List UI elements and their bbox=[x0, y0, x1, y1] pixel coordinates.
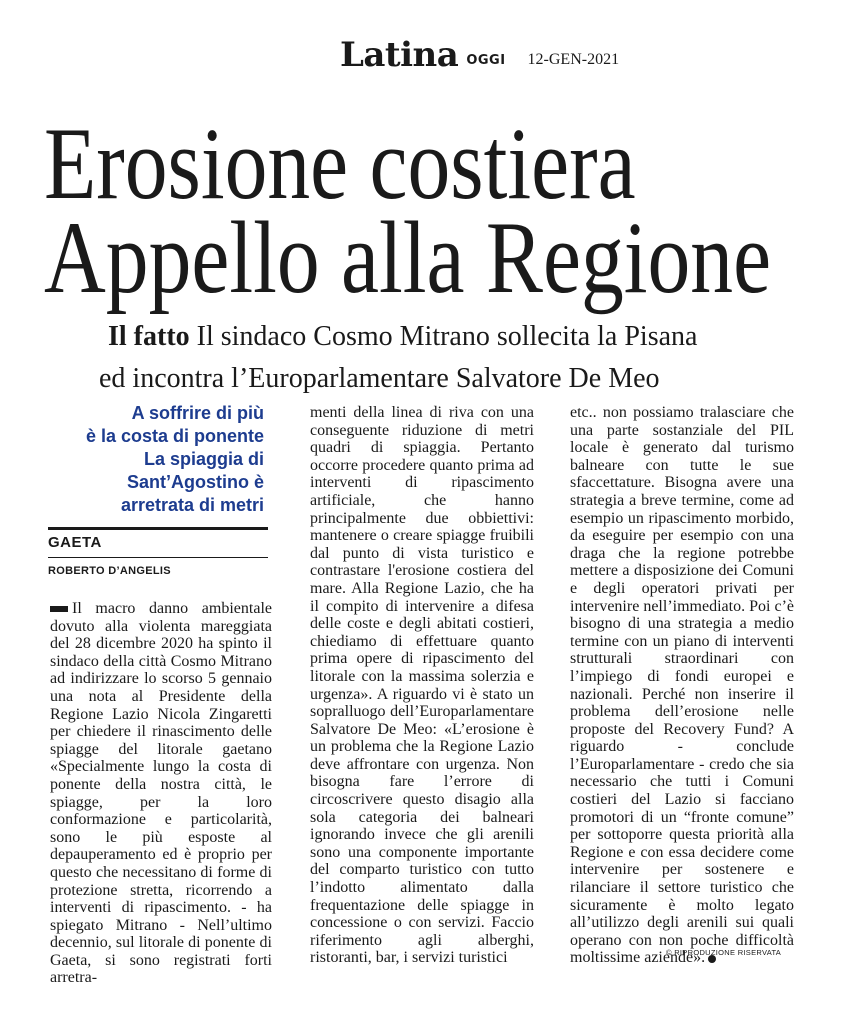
article-column-3 bbox=[570, 404, 794, 967]
publication-date: 12-GEN-2021 bbox=[527, 51, 620, 68]
article-text: menti della linea di riva con una conseguente riduzione di metri quadri di spiaggia. Pertanto occorre procedere quanto prima ad interventi di ripascimento artificiale, che hanno principalmente due obbiettivi: mantenere o creare spiagge fruibili dal punto di vista turistico e contrastare l'erosione costiera del mare. Alla Regione Lazio, che ha il compito di intervenire a difesa delle coste e degli abitati costieri, chiediamo di effettuare quanto prima opere di ripascimento del litorale con la massima solerzia e urgenza». A riguardo vi è stato un sopralluogo dell’Europarlamentare Salvatore De Meo: «L’erosione è un problema che la Regione Lazio deve affrontare con urgenza. Non bisogna fare l’errore di circoscrivere questo disagio alla sola categoria dei balneari ignorando invece che gli arenili sono una componente importante del comparto turistico con tutto l’indotto alimentato dalla frequentazione delle spiagge in concessione o con servizi. Faccio riferimento agli alberghi, ristoranti, bar, i servizi turistici bbox=[310, 404, 534, 967]
headline-line-1: Erosione costiera bbox=[44, 106, 636, 221]
subheadline-label: Il fatto bbox=[108, 321, 190, 352]
kicker-line: arretrata di metri bbox=[120, 495, 264, 515]
subheadline-line-2: ed incontra l’Europarlamentare Salvatore De Meo bbox=[99, 363, 660, 394]
kicker-line: A soffrire di più bbox=[131, 403, 264, 423]
article-column-1 bbox=[50, 600, 272, 987]
newspaper-edition: OGGI bbox=[466, 53, 506, 68]
article-column-2 bbox=[310, 404, 534, 967]
location-label: GAETA bbox=[48, 534, 102, 551]
newspaper-logo: Latina bbox=[340, 35, 459, 75]
article-text: etc.. non possiamo tralasciare che una parte sostanziale del PIL locale è generato dal turismo balneare con tutte le sue sfaccettature. Bisogna avere una strategia a breve termine, come ad esempio un ripascimento morbido, da eseguire per esempio con una draga che la regione potrebbe mettere a disposizione dei Comuni e degli operatori privati per intervenire nell’immediato. Poi c’è bisogno di una strategia a medio termine con un piano di interventi strutturali straordinari con l’impiego di fondi europei e nazionali. Perché non inserire il problema dell’erosione nelle proposte del Recovery Fund? A riguardo - conclude l’Europarlamentare - credo che sia necessario che tutti i Comuni costieri del Lazio si facciano promotori di un “fronte comune” per sottoporre questa priorità alla Regione e con essa decidere come intervenire per sostenere e rilanciare il settore turistico che sicuramente è molto legato all’utilizzo degli arenili sui quali operano con non poche difficoltà moltissime aziende». bbox=[570, 404, 794, 967]
section-rule-top bbox=[48, 527, 268, 530]
subheadline-line-1 bbox=[108, 322, 697, 352]
kicker-line: La spiaggia di bbox=[143, 449, 264, 469]
kicker bbox=[48, 402, 264, 517]
masthead bbox=[340, 32, 620, 75]
headline-line-2: Appello alla Regione bbox=[44, 200, 772, 315]
copyright-notice: © RIPRODUZIONE RISERVATA bbox=[666, 948, 782, 957]
section-rule-bottom bbox=[48, 557, 268, 558]
article-text: Il macro danno ambientale dovuto alla violenta mareggiata del 28 dicembre 2020 ha spinto il sindaco della città Cosmo Mitrano ad indirizzare lo scorso 5 gennaio una nota al Presidente della Regione Lazio Nicola Zingaretti per chiedere il rinascimento delle spiagge del litorale gaetano «Specialmente lungo la costa di ponente della nostra città, le spiagge, per la loro conformazione e particolarità, sono le più esposte al depauperamento ed è proprio per questo che necessitano di forme di protezione stretta, ricorrendo a interventi di ripascimento. - ha spiegato Mitrano - Nell’ultimo decennio, sul litorale di ponente di Gaeta, si sono registrati forti arretra- bbox=[50, 600, 272, 987]
subheadline-text-1: Il sindaco Cosmo Mitrano sollecita la Pisana bbox=[196, 321, 698, 352]
lead-bar-icon bbox=[50, 606, 68, 612]
kicker-line: è la costa di ponente bbox=[85, 426, 264, 446]
byline: ROBERTO D’ANGELIS bbox=[48, 565, 171, 577]
kicker-line: Sant’Agostino è bbox=[126, 472, 264, 492]
